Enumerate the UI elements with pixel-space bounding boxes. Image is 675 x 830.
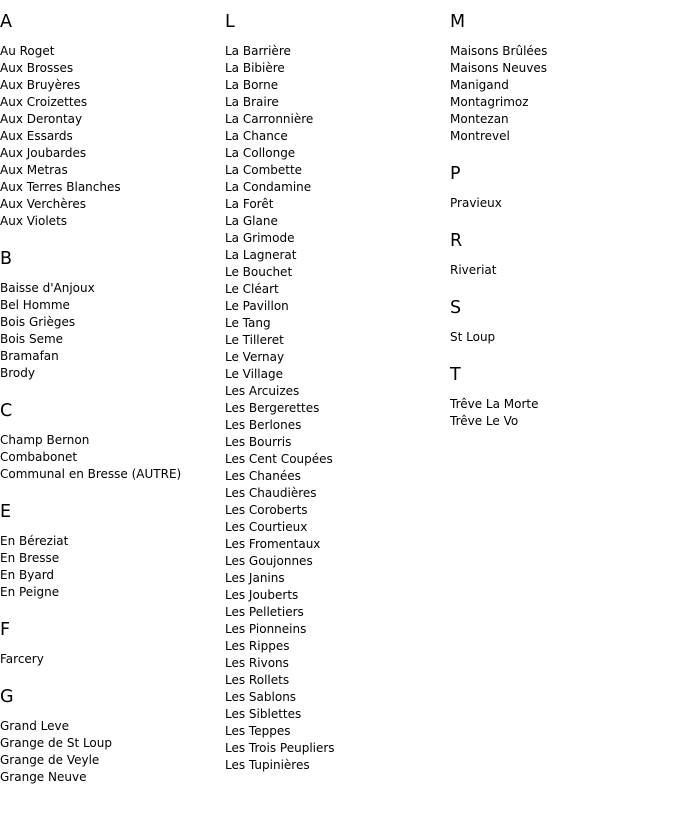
section-letter: B	[0, 249, 13, 269]
place-item[interactable]: Les Tupinières	[225, 758, 310, 772]
place-item[interactable]: Grand Leve	[0, 719, 69, 733]
place-item[interactable]: Combabonet	[0, 450, 78, 464]
place-list	[450, 396, 670, 430]
place-item[interactable]: Trêve La Morte	[450, 397, 539, 411]
place-item[interactable]: Les Bergerettes	[225, 401, 320, 415]
place-item[interactable]: Les Courtieux	[225, 520, 308, 534]
place-item[interactable]: Les Rippes	[225, 639, 290, 653]
place-list	[450, 43, 670, 145]
section-l	[225, 11, 445, 774]
place-item[interactable]: Aux Violets	[0, 214, 68, 228]
place-item[interactable]: Les Rollets	[225, 673, 290, 687]
section-letter: F	[0, 620, 11, 640]
place-item[interactable]: Aux Metras	[0, 163, 68, 177]
place-item[interactable]: Les Janins	[225, 571, 285, 585]
section-letter: R	[450, 231, 463, 251]
place-item[interactable]: Les Pelletiers	[225, 605, 304, 619]
place-item[interactable]: Communal en Bresse (AUTRE)	[0, 467, 182, 481]
place-item[interactable]: Baisse d'Anjoux	[0, 281, 95, 295]
place-item[interactable]: Les Sablons	[225, 690, 297, 704]
section-letter: P	[450, 164, 461, 184]
place-list	[450, 195, 670, 212]
place-item[interactable]: Les Chaudières	[225, 486, 317, 500]
place-list	[450, 329, 670, 346]
section-g	[0, 686, 220, 786]
place-item[interactable]: Les Bourris	[225, 435, 292, 449]
place-item[interactable]: Bois Grièges	[0, 315, 76, 329]
place-item[interactable]: Grange Neuve	[0, 770, 87, 784]
place-item[interactable]: Les Arcuizes	[225, 384, 300, 398]
place-item[interactable]: En Béreziat	[0, 534, 69, 548]
place-item[interactable]: Bois Seme	[0, 332, 64, 346]
place-item[interactable]: La Chance	[225, 129, 288, 143]
section-letter: G	[0, 687, 14, 707]
place-item[interactable]: Les Chanées	[225, 469, 301, 483]
place-item[interactable]: Maisons Brûlées	[450, 44, 548, 58]
section-m	[450, 11, 670, 145]
section-p	[450, 163, 670, 212]
place-item[interactable]: Aux Essards	[0, 129, 73, 143]
section-f	[0, 619, 220, 668]
place-item[interactable]: Montrevel	[450, 129, 510, 143]
place-item[interactable]: Grange de Veyle	[0, 753, 100, 767]
column-2	[225, 11, 445, 774]
place-item[interactable]: Champ Bernon	[0, 433, 90, 447]
place-list	[0, 432, 220, 483]
place-list	[225, 43, 445, 774]
section-b	[0, 248, 220, 382]
place-item[interactable]: En Peigne	[0, 585, 60, 599]
place-item[interactable]: Aux Croizettes	[0, 95, 88, 109]
place-item[interactable]: La Lagnerat	[225, 248, 297, 262]
place-item[interactable]: Le Vernay	[225, 350, 285, 364]
place-list	[0, 280, 220, 382]
section-a	[0, 11, 220, 230]
place-item[interactable]: Le Village	[225, 367, 283, 381]
place-item[interactable]: Les Coroberts	[225, 503, 308, 517]
place-item[interactable]: Les Siblettes	[225, 707, 302, 721]
place-item[interactable]: La Borne	[225, 78, 279, 92]
section-s	[450, 297, 670, 346]
place-item[interactable]: Aux Terres Blanches	[0, 180, 121, 194]
place-item[interactable]: La Combette	[225, 163, 303, 177]
place-item[interactable]: La Collonge	[225, 146, 296, 160]
place-item[interactable]: Les Rivons	[225, 656, 289, 670]
place-item[interactable]: Le Bouchet	[225, 265, 293, 279]
place-item[interactable]: Bel Homme	[0, 298, 70, 312]
place-item[interactable]: Trêve Le Vo	[450, 414, 519, 428]
column-1	[0, 11, 220, 786]
place-item[interactable]: Aux Verchères	[0, 197, 86, 211]
section-letter: A	[0, 12, 12, 32]
place-list	[450, 262, 670, 279]
section-letter: C	[0, 401, 13, 421]
section-letter: L	[225, 12, 235, 32]
place-item[interactable]: Brody	[0, 366, 35, 380]
place-item[interactable]: La Barrière	[225, 44, 291, 58]
place-item[interactable]: Le Tilleret	[225, 333, 284, 347]
place-item[interactable]: Les Cent Coupées	[225, 452, 333, 466]
place-list	[0, 43, 220, 230]
place-item[interactable]: La Braire	[225, 95, 279, 109]
section-letter: M	[450, 12, 466, 32]
column-3	[450, 11, 670, 430]
place-item[interactable]: En Bresse	[0, 551, 60, 565]
place-item[interactable]: Maisons Neuves	[450, 61, 548, 75]
place-item[interactable]: Riveriat	[450, 263, 497, 277]
place-item[interactable]: Aux Derontay	[0, 112, 83, 126]
place-item[interactable]: Le Tang	[225, 316, 271, 330]
section-letter: E	[0, 502, 12, 522]
place-item[interactable]: Montagrimoz	[450, 95, 529, 109]
place-list	[0, 718, 220, 786]
place-item[interactable]: Les Pionneins	[225, 622, 307, 636]
section-t	[450, 364, 670, 430]
place-item[interactable]: Les Berlones	[225, 418, 302, 432]
place-item[interactable]: La Condamine	[225, 180, 312, 194]
section-c	[0, 400, 220, 483]
section-e	[0, 501, 220, 601]
place-item[interactable]: Au Roget	[0, 44, 55, 58]
place-item[interactable]: En Byard	[0, 568, 55, 582]
place-item[interactable]: Montezan	[450, 112, 509, 126]
place-list	[0, 651, 220, 668]
place-item[interactable]: Les Jouberts	[225, 588, 299, 602]
place-item[interactable]: St Loup	[450, 330, 496, 344]
place-item[interactable]: La Carronnière	[225, 112, 314, 126]
place-item[interactable]: Farcery	[0, 652, 44, 666]
place-item[interactable]: Le Cléart	[225, 282, 279, 296]
place-item[interactable]: Manigand	[450, 78, 509, 92]
place-item[interactable]: La Bibière	[225, 61, 285, 75]
place-item[interactable]: Le Pavillon	[225, 299, 289, 313]
place-item[interactable]: La Glane	[225, 214, 278, 228]
place-item[interactable]: Les Teppes	[225, 724, 291, 738]
place-item[interactable]: Grange de St Loup	[0, 736, 112, 750]
place-item[interactable]: La Grimode	[225, 231, 295, 245]
section-letter: T	[450, 365, 461, 385]
place-item[interactable]: Les Trois Peupliers	[225, 741, 335, 755]
place-item[interactable]: Les Goujonnes	[225, 554, 313, 568]
place-item[interactable]: Aux Joubardes	[0, 146, 87, 160]
place-item[interactable]: Pravieux	[450, 196, 502, 210]
place-item[interactable]: Aux Bruyères	[0, 78, 81, 92]
section-letter: S	[450, 298, 462, 318]
place-list	[0, 533, 220, 601]
place-item[interactable]: La Forêt	[225, 197, 274, 211]
place-item[interactable]: Les Fromentaux	[225, 537, 321, 551]
section-r	[450, 230, 670, 279]
place-item[interactable]: Aux Brosses	[0, 61, 74, 75]
place-item[interactable]: Bramafan	[0, 349, 59, 363]
